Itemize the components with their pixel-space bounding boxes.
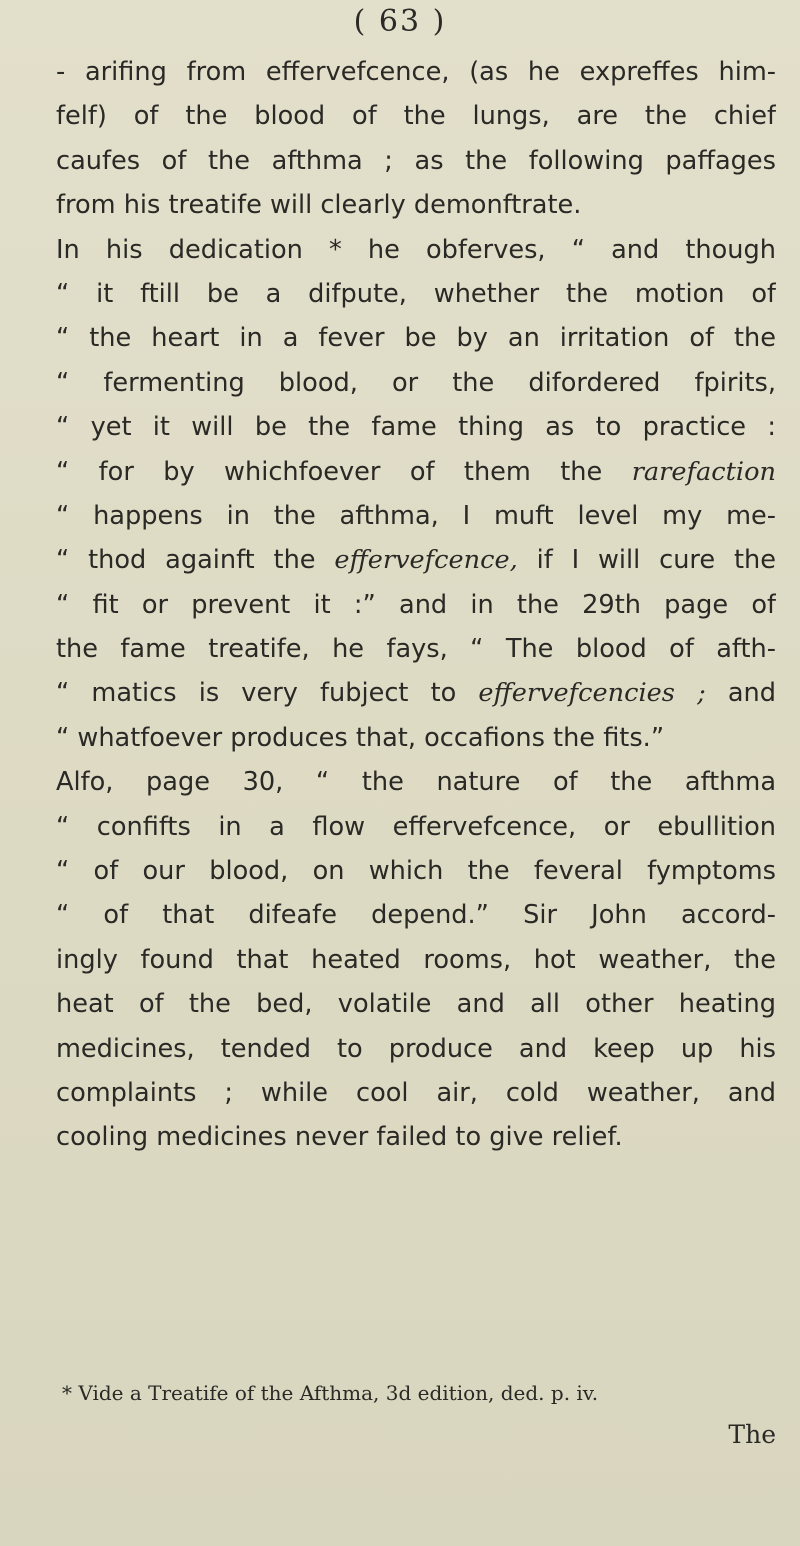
text-run: “ for by whichfoever of them the: [56, 456, 632, 487]
text-line: [56, 272, 776, 316]
footnote: * Vide a Treatife of the Afthma, 3d edition, ded. p. iv.: [62, 1381, 599, 1405]
text-run: “ whatfoever produces that, occafions the fits.”: [56, 722, 665, 753]
text-line: [56, 982, 776, 1026]
text-line: [56, 228, 776, 272]
text-run: “ happens in the afthma, I muft level my me-: [56, 500, 776, 531]
text-line: [56, 849, 776, 893]
text-line: [56, 50, 776, 94]
text-run: “ yet it will be the fame thing as to practice :: [56, 412, 776, 443]
text-line: [56, 1071, 776, 1115]
text-run: Alfo, page 30, “ the nature of the afthma: [56, 767, 776, 798]
text-line: [56, 583, 776, 627]
text-run: In his dedication * he obferves, “ and though: [56, 234, 776, 265]
text-line: [56, 405, 776, 449]
text-run: “ the heart in a fever be by an irritation of the: [56, 323, 776, 354]
text-run: “ of our blood, on which the feveral fymptoms: [56, 856, 776, 887]
text-run: “ fit or prevent it :” and in the 29th page of: [56, 589, 776, 620]
text-run: if I will cure the: [517, 545, 776, 576]
text-run: caufes of the afthma ; as the following paffages: [56, 145, 776, 176]
text-run: “ confifts in a flow effervefcence, or ebullition: [56, 811, 776, 842]
body-text: [56, 50, 776, 1160]
text-run: “ it ftill be a difpute, whether the motion of: [56, 278, 776, 309]
text-line: [56, 94, 776, 138]
text-run: cooling medicines never failed to give relief.: [56, 1122, 623, 1153]
text-run: and: [705, 678, 776, 709]
italic-text: rarefaction: [631, 456, 776, 487]
text-line: [56, 893, 776, 937]
text-run: medicines, tended to produce and keep up his: [56, 1033, 776, 1064]
text-line: [56, 716, 776, 760]
text-run: felf) of the blood of the lungs, are the chief: [56, 101, 776, 132]
text-line: [56, 671, 776, 715]
page-number: ( 63 ): [353, 4, 447, 39]
text-run: heat of the bed, volatile and all other heating: [56, 989, 776, 1020]
text-run: from his treatife will clearly demonftrate.: [56, 190, 582, 221]
text-run: “ fermenting blood, or the difordered fpirits,: [56, 367, 776, 398]
text-run: - arifing from effervefcence, (as he expreffes him-: [56, 57, 776, 87]
text-line: [56, 139, 776, 183]
text-run: “ thod againft the: [56, 545, 335, 576]
italic-text: effervefcencies ;: [478, 678, 706, 709]
catchword: The: [728, 1420, 776, 1449]
text-run: “ of that difeafe depend.” Sir John accord-: [56, 900, 776, 931]
text-line: [56, 450, 776, 494]
text-line: [56, 183, 776, 227]
italic-text: effervefcence,: [334, 545, 518, 576]
text-line: [56, 1115, 776, 1159]
text-line: [56, 760, 776, 804]
text-run: complaints ; while cool air, cold weather, and: [56, 1077, 776, 1108]
text-run: the fame treatife, he fays, “ The blood of afth-: [56, 634, 776, 665]
text-line: [56, 627, 776, 671]
text-run: “ matics is very fubject to: [56, 678, 479, 709]
text-line: [56, 805, 776, 849]
text-line: [56, 1027, 776, 1071]
text-line: [56, 538, 776, 582]
text-line: [56, 316, 776, 360]
text-line: [56, 938, 776, 982]
text-run: ingly found that heated rooms, hot weather, the: [56, 944, 776, 975]
text-line: [56, 494, 776, 538]
text-line: [56, 361, 776, 405]
